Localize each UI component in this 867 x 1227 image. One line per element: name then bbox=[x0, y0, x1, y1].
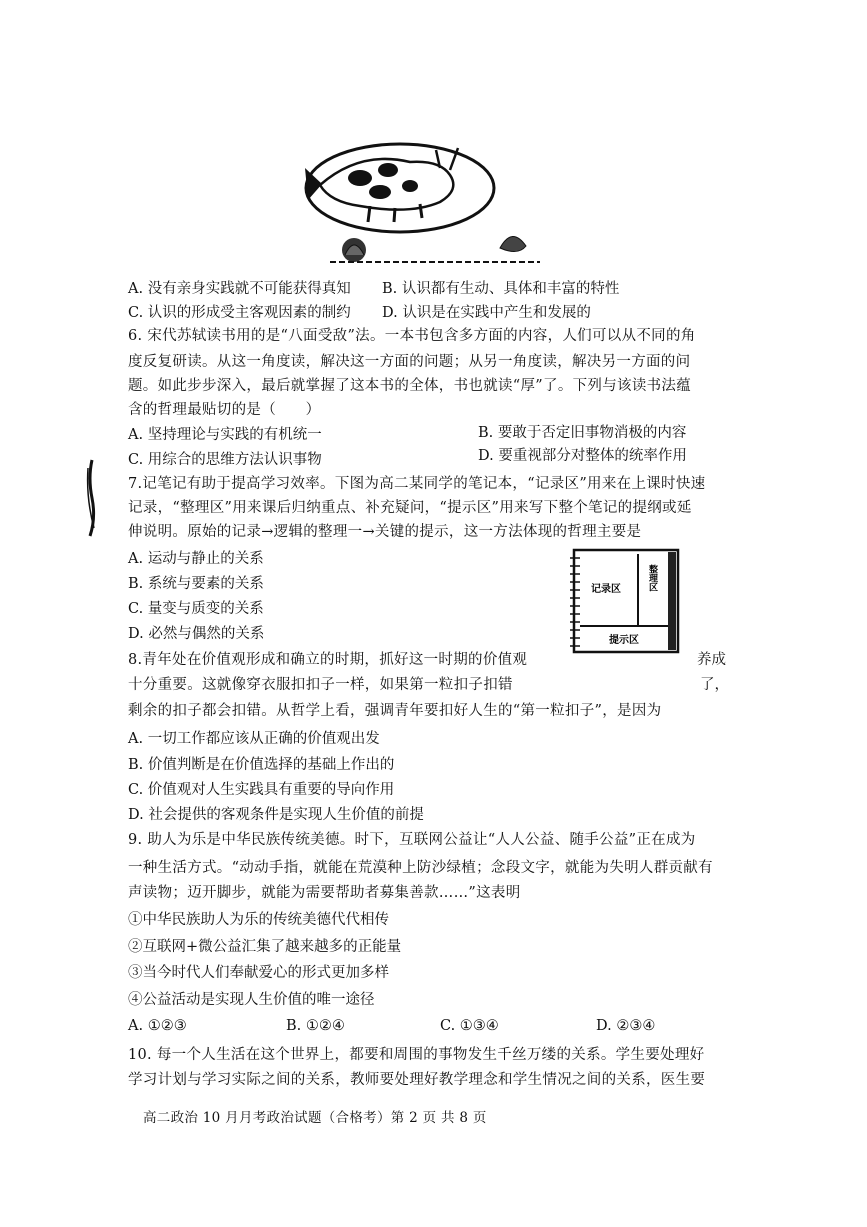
q5-option-a: A. 没有亲身实践就不可能获得真知 bbox=[128, 281, 351, 297]
q6-stem-line: 题。如此步步深入，最后就掌握了这本书的全体，书也就读“厚”了。下列与该读书法蕴 bbox=[128, 378, 692, 394]
q8-option-d: D. 社会提供的客观条件是实现人生价值的前提 bbox=[128, 807, 424, 823]
q8-option-c: C. 价值观对人生实践具有重要的导向作用 bbox=[128, 782, 395, 798]
q6-stem-line: 度反复研读。从这一角度读，解决这一方面的问题；从另一角度读，解决另一方面的问 bbox=[128, 354, 691, 370]
q9-stem-line: 声读物；迈开脚步，就能为需要帮助者募集善款……”这表明 bbox=[128, 885, 521, 901]
q5-option-c: C. 认识的形成受主客观因素的制约 bbox=[128, 305, 351, 321]
q6-option-a: A. 坚持理论与实践的有机统一 bbox=[128, 427, 322, 443]
q8-stem-line: 8.青年处在价值观形成和确立的时期，抓好这一时期的价值观 bbox=[128, 652, 528, 668]
q7-option-b: B. 系统与要素的关系 bbox=[128, 576, 264, 592]
q7-option-c: C. 量变与质变的关系 bbox=[128, 601, 264, 617]
q9-option-a: A. ①②③ bbox=[128, 1018, 187, 1034]
notebook-diagram bbox=[566, 548, 682, 656]
q8-option-a: A. 一切工作都应该从正确的价值观出发 bbox=[128, 731, 380, 747]
q7-option-d: D. 必然与偶然的关系 bbox=[128, 626, 265, 642]
pen-mark bbox=[82, 458, 102, 538]
q6-stem-line: 含的哲理最贴切的是（ ） bbox=[128, 402, 321, 418]
hint-zone-label: 提示区 bbox=[609, 635, 639, 646]
record-zone-label: 记录区 bbox=[591, 584, 621, 595]
q7-stem-line: 7.记笔记有助于提高学习效率。下图为高二某同学的笔记本，“记录区”用来在上课时快速 bbox=[128, 476, 706, 492]
q7-stem-line: 伸说明。原始的记录→逻辑的整理一→关键的提示，这一方法体现的哲理主要是 bbox=[128, 524, 642, 540]
q8-stem-tail: 养成 bbox=[697, 652, 726, 668]
page-footer: 高二政治 10 月月考政治试题（合格考）第 2 页 共 8 页 bbox=[143, 1110, 487, 1126]
cartoon-illustration bbox=[300, 140, 550, 270]
q6-stem-line: 6. 宋代苏轼读书用的是“八面受敌”法。一本书包含多方面的内容，人们可以从不同的角 bbox=[128, 328, 696, 344]
q7-stem-line: 记录，“整理区”用来课后归纳重点、补充疑问，“提示区”用来写下整个笔记的提纲或延 bbox=[128, 500, 692, 516]
q5-option-d: D. 认识是在实践中产生和发展的 bbox=[382, 305, 591, 321]
q7-option-a: A. 运动与静止的关系 bbox=[128, 551, 264, 567]
q10-stem-line: 10. 每一个人生活在这个世界上，都要和周围的事物发生千丝万缕的关系。学生要处理好 bbox=[128, 1047, 705, 1063]
q5-option-b: B. 认识都有生动、具体和丰富的特性 bbox=[382, 281, 620, 297]
q9-stem-line: 9. 助人为乐是中华民族传统美德。时下，互联网公益让“人人公益、随手公益”正在成为 bbox=[128, 832, 696, 848]
organize-zone-label: 整理区 bbox=[647, 564, 657, 592]
q9-stem-line: 一种生活方式。“动动手指，就能在荒漠种上防沙绿植；念段文字，就能为失明人群贡献有 bbox=[128, 860, 713, 876]
q8-stem-tail: 了， bbox=[700, 677, 729, 693]
q9-statement: ③当今时代人们奉献爱心的形式更加多样 bbox=[128, 965, 389, 981]
q6-option-c: C. 用综合的思维方法认识事物 bbox=[128, 452, 322, 468]
q8-stem-line: 剩余的扣子都会扣错。从哲学上看，强调青年要扣好人生的“第一粒扣子”，是因为 bbox=[128, 703, 662, 719]
q9-option-c: C. ①③④ bbox=[440, 1018, 499, 1034]
q9-statement: ①中华民族助人为乐的传统美德代代相传 bbox=[128, 912, 389, 928]
q9-statement: ②互联网+微公益汇集了越来越多的正能量 bbox=[128, 939, 402, 955]
q8-stem-line: 十分重要。这就像穿衣服扣扣子一样，如果第一粒扣子扣错 bbox=[128, 677, 513, 693]
q10-stem-line: 学习计划与学习实际之间的关系，教师要处理好教学理念和学生情况之间的关系，医生要 bbox=[128, 1072, 706, 1088]
q6-option-b: B. 要敢于否定旧事物消极的内容 bbox=[478, 425, 687, 441]
q9-statement: ④公益活动是实现人生价值的唯一途径 bbox=[128, 992, 375, 1008]
q6-option-d: D. 要重视部分对整体的统率作用 bbox=[478, 448, 687, 464]
q9-option-b: B. ①②④ bbox=[286, 1018, 345, 1034]
q9-option-d: D. ②③④ bbox=[596, 1018, 656, 1034]
q8-option-b: B. 价值判断是在价值选择的基础上作出的 bbox=[128, 757, 395, 773]
